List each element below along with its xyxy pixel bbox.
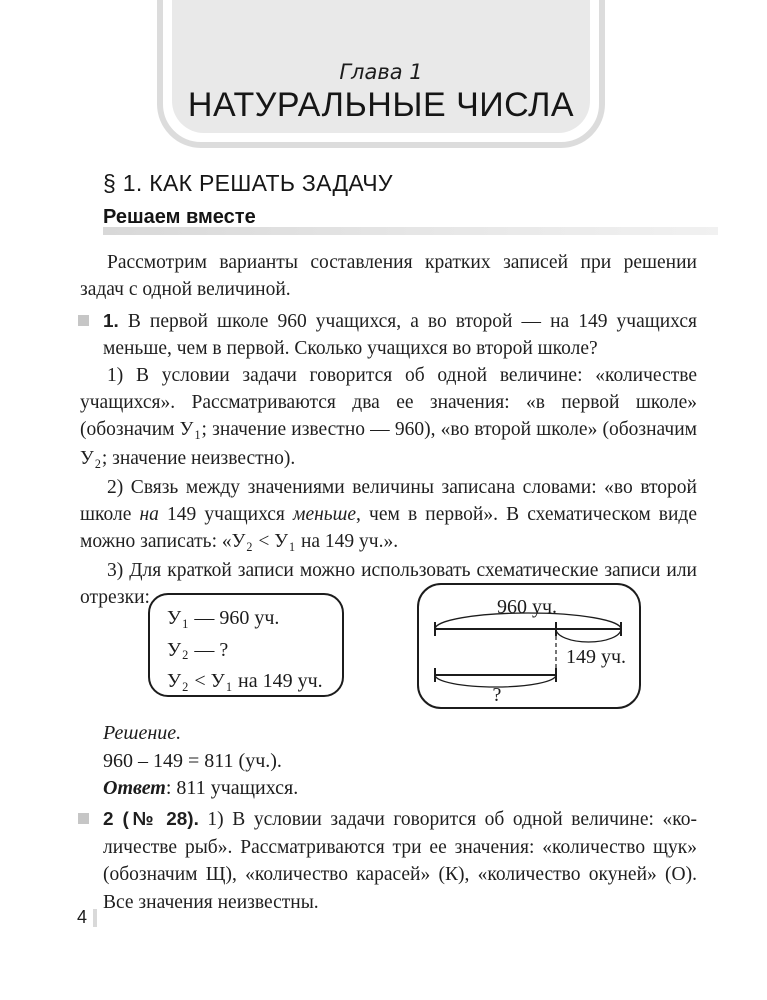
schematic-record-box (148, 593, 344, 697)
task-2-text: 2 (№ 28). 1) В условии задачи говорится об одной величине: «количестве рыб». Рассматриваются три ее значения: «количество щук» (обозначим Щ), «количество карасей» (К), «количество окуней» (О). Все значения неизвестны. (103, 809, 697, 913)
solution-answer: Ответ: 811 учащихся. (103, 777, 299, 799)
square-bullet-icon (78, 813, 89, 824)
diagram-difference-arc (556, 629, 621, 642)
schematic-line-2: У2 — ? (167, 638, 229, 663)
page-number: 4 (77, 907, 88, 927)
segment-diagram (419, 586, 639, 708)
diagram-total-label: 960 уч. (496, 596, 558, 618)
subsection-heading: Решаем вместе (103, 206, 256, 228)
page-number-bar (93, 909, 97, 927)
step-2-paragraph: 2) Связь между значениями величины записана словами: «во второй школе на 149 учащихся меньше, чем в первой». В схематическом виде можно записать: «У2 < У1 на 149 уч.». (80, 477, 697, 554)
chapter-header-box (157, 0, 605, 148)
section-heading: § 1. КАК РЕШАТЬ ЗАДАЧУ (103, 170, 393, 196)
solution-block (103, 720, 298, 803)
chapter-header-inner (172, 0, 590, 133)
step-3-paragraph: 3) Для краткой записи можно использовать схематические записи или отрезки: (80, 560, 697, 608)
schematic-line-3: У2 < У1 на 149 уч. (167, 670, 323, 694)
chapter-label: Глава 1 (339, 60, 423, 84)
task-1-item (103, 308, 697, 362)
square-bullet-icon (78, 315, 89, 326)
segment-diagram-box (417, 583, 641, 709)
task-1-text: 1. В первой школе 960 учащихся, а во второй — на 149 учащихся меньше, чем в первой. Сколько учащихся во второй школе? (103, 311, 697, 359)
task-2-item (103, 806, 697, 916)
diagram-unknown-label: ? (492, 684, 502, 706)
step-1-paragraph: 1) В условии задачи говорится об одной величине: «количестве учащихся». Рассматриваются два ее значения: «в первой школе» (обозначим У1; значение известно — 960), «во второй школе» (обозначим У2; значение неизвестно). (80, 365, 697, 471)
solution-equation: 960 – 149 = 811 (уч.). (103, 749, 282, 772)
schematic-line-1: У1 — 960 уч. (167, 607, 280, 631)
body-text (80, 249, 697, 611)
intro-paragraph: Рассмотрим варианты составления кратких записей при решении задач с одной величиной. (80, 252, 697, 300)
chapter-title: НАТУРАЛЬНЫЕ ЧИСЛА (187, 86, 575, 124)
solution-label: Решение. (103, 722, 182, 744)
diagram-difference-label: 149 уч. (565, 646, 627, 668)
task-2-block (80, 806, 697, 916)
